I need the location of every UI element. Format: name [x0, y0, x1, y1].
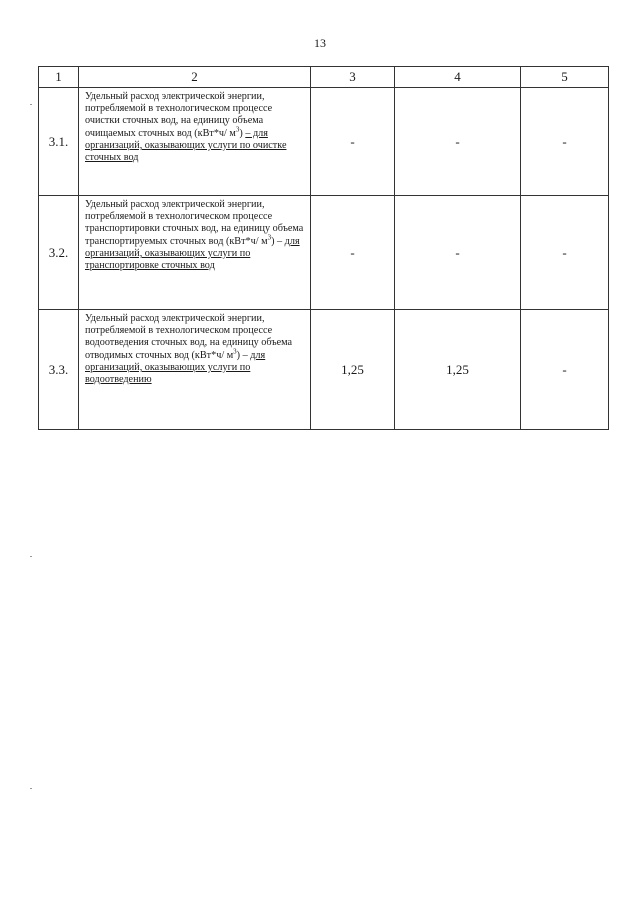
row-number: 3.1. [39, 88, 79, 196]
cell-col-5: - [521, 196, 609, 310]
row-description [79, 310, 311, 430]
cell-col-4: - [395, 196, 521, 310]
description-text: Удельный расход электрической энергии, потребляемой в технологическом процессе водоотведения сточных вод, на единицу объема отводимых сточных вод (кВт*ч/ м [85, 313, 293, 361]
cell-col-5: - [521, 310, 609, 430]
description-text: Удельный расход электрической энергии, потребляемой в технологическом процессе транспортировки сточных вод, на единицу объема транспортируемых сточных вод (кВт*ч/ м [85, 199, 304, 247]
header-col-1: 1 [39, 67, 79, 88]
row-number: 3.2. [39, 196, 79, 310]
description-underlined: для организаций, оказывающих услуги по водоотведению [85, 349, 266, 386]
table-row [39, 310, 609, 430]
row-description [79, 88, 311, 196]
scan-margin-mark [30, 104, 32, 105]
row-number: 3.3. [39, 310, 79, 430]
cell-col-3: - [311, 88, 395, 196]
table-header [39, 67, 609, 88]
superscript: 3 [233, 347, 237, 356]
header-row [39, 67, 609, 88]
description-close: ) – [236, 349, 251, 361]
norms-table [38, 66, 609, 430]
description-underlined: для организаций, оказывающих услуги по транспортировке сточных вод [85, 235, 300, 272]
superscript: 3 [267, 233, 272, 242]
description-close: ) – [271, 235, 285, 247]
header-col-3: 3 [311, 67, 395, 88]
table-row [39, 88, 609, 196]
cell-col-4: - [395, 88, 521, 196]
header-col-5: 5 [521, 67, 609, 88]
table-row [39, 196, 609, 310]
cell-col-3: - [311, 196, 395, 310]
scan-margin-mark [30, 788, 32, 789]
cell-col-4: 1,25 [395, 310, 521, 430]
description-underlined: – для организаций, оказывающих услуги по очистке сточных вод [85, 127, 287, 164]
cell-col-3: 1,25 [311, 310, 395, 430]
scan-margin-mark [30, 556, 32, 557]
superscript: 3 [235, 125, 240, 134]
row-description [79, 196, 311, 310]
cell-col-5: - [521, 88, 609, 196]
header-col-4: 4 [395, 67, 521, 88]
header-col-2: 2 [79, 67, 311, 88]
description-text: Удельный расход электрической энергии, потребляемой в технологическом процессе очистки сточных вод, на единицу объема очищаемых сточных вод (кВт*ч/ м [85, 91, 273, 139]
page-number: 13 [314, 36, 326, 50]
description-close: ) [239, 127, 246, 139]
